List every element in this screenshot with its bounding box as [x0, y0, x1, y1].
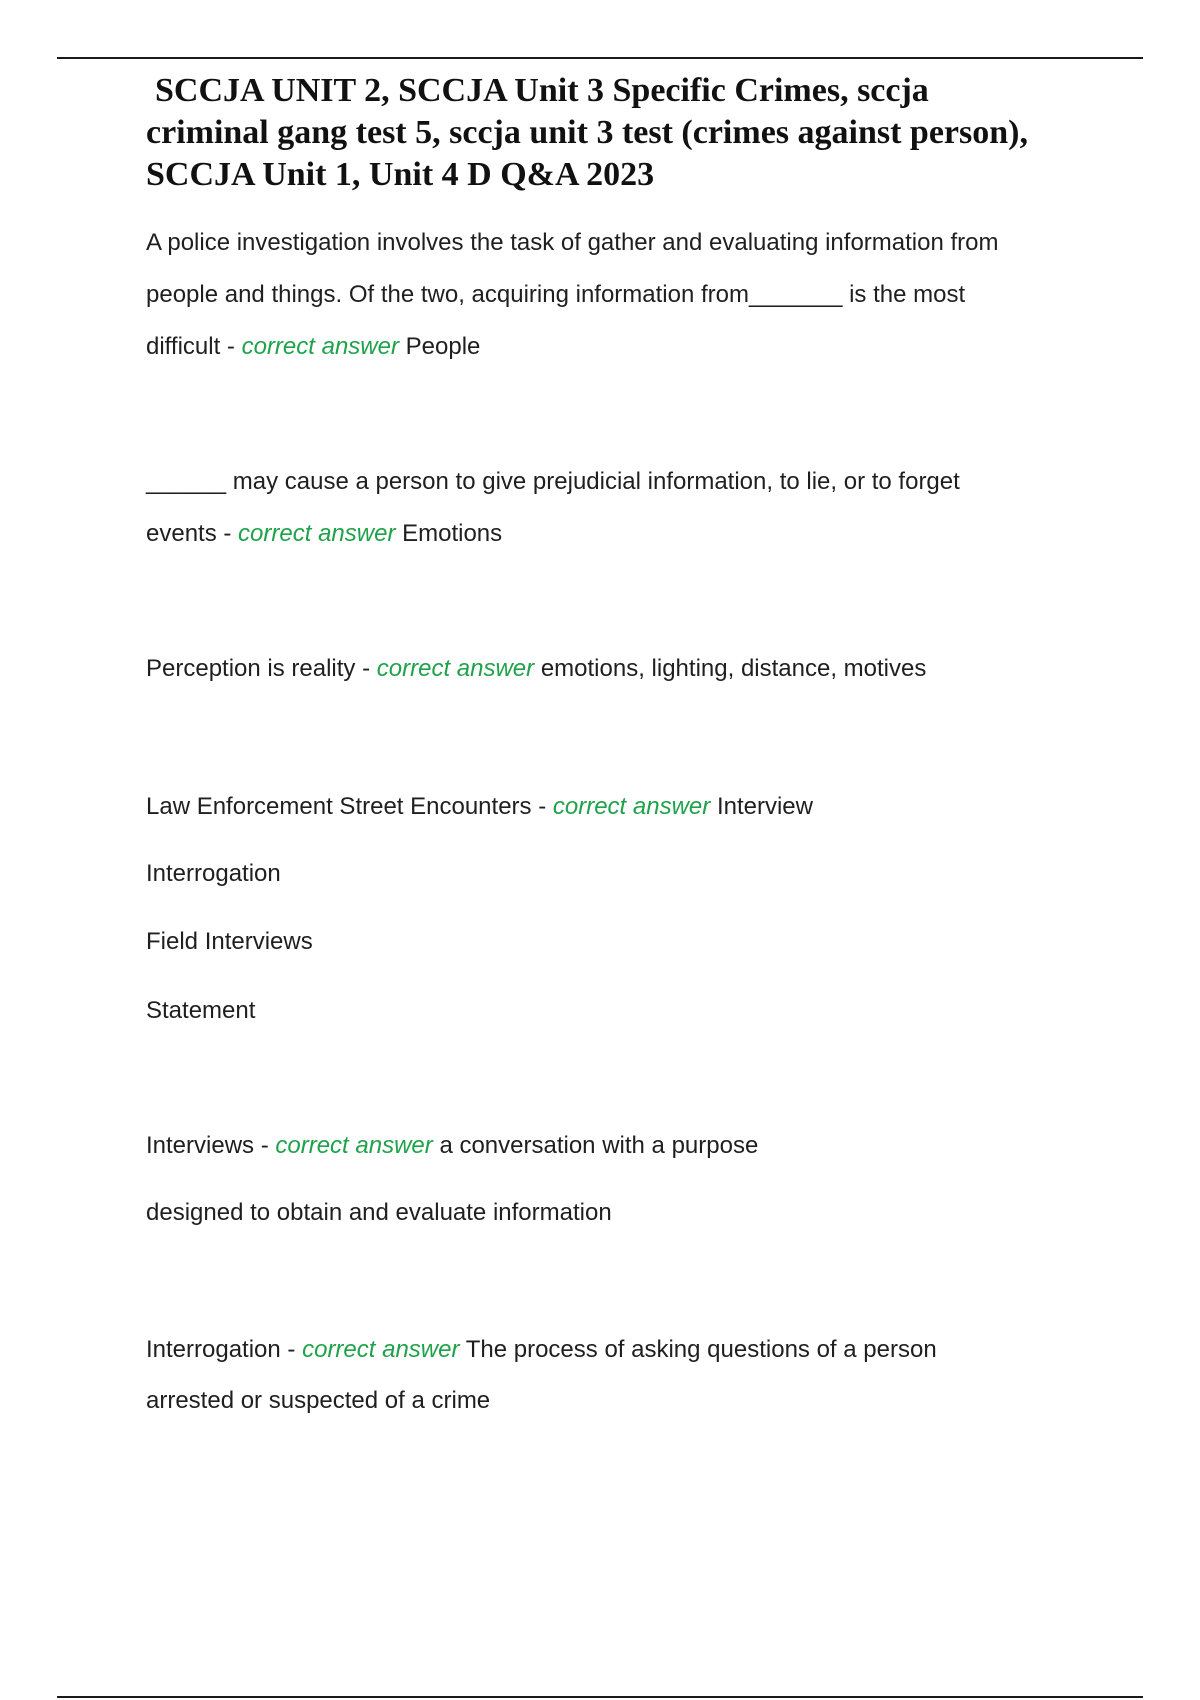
top-rule — [57, 57, 1143, 59]
bottom-rule — [57, 1696, 1143, 1698]
answer-text: emotions, lighting, distance, motives — [540, 655, 927, 682]
question-answer-line: Perception is reality - correct answer emotions, lighting, distance, motives — [146, 655, 927, 682]
correct-answer-label: correct answer — [238, 520, 396, 547]
title-line-1: SCCJA UNIT 2, SCCJA Unit 3 Specific Crimes, sccja — [155, 72, 929, 109]
answer-line: Interrogation — [146, 860, 281, 887]
question-answer-line: Law Enforcement Street Encounters - correct answer Interview — [146, 793, 813, 820]
title-line-3: SCCJA Unit 1, Unit 4 D Q&A 2023 — [146, 156, 655, 193]
question-answer-line: events - correct answer Emotions — [146, 520, 503, 547]
title-line-2: criminal gang test 5, sccja unit 3 test (crimes against person), — [146, 114, 1028, 151]
question-answer-line: Interrogation - correct answer The process of asking questions of a person — [146, 1336, 937, 1363]
answer-line: designed to obtain and evaluate information — [146, 1199, 612, 1226]
question-answer-line: Interviews - correct answer a conversation with a purpose — [146, 1132, 759, 1159]
correct-answer-label: correct answer — [552, 793, 711, 820]
correct-answer-label: correct answer — [302, 1336, 460, 1363]
answer-text: Interview — [716, 793, 813, 820]
answer-text: a conversation with a purpose — [439, 1132, 759, 1159]
answer-text: People — [405, 333, 481, 360]
correct-answer-label: correct answer — [275, 1132, 433, 1159]
question-answer-line: difficult - correct answer People — [146, 333, 481, 360]
correct-answer-label: correct answer — [241, 333, 399, 360]
document-title — [146, 70, 1126, 196]
answer-line: Statement — [146, 997, 256, 1024]
answer-text: The process of asking questions of a person — [465, 1336, 937, 1363]
question-line: A police investigation involves the task of gather and evaluating information from — [146, 229, 999, 256]
answer-line: Field Interviews — [146, 928, 313, 955]
question-line: people and things. Of the two, acquiring information from_______ is the most — [146, 281, 966, 308]
answer-line: arrested or suspected of a crime — [146, 1387, 491, 1414]
correct-answer-label: correct answer — [376, 655, 535, 682]
answer-text: Emotions — [402, 520, 503, 547]
question-line: ______ may cause a person to give prejudicial information, to lie, or to forget — [146, 468, 960, 495]
